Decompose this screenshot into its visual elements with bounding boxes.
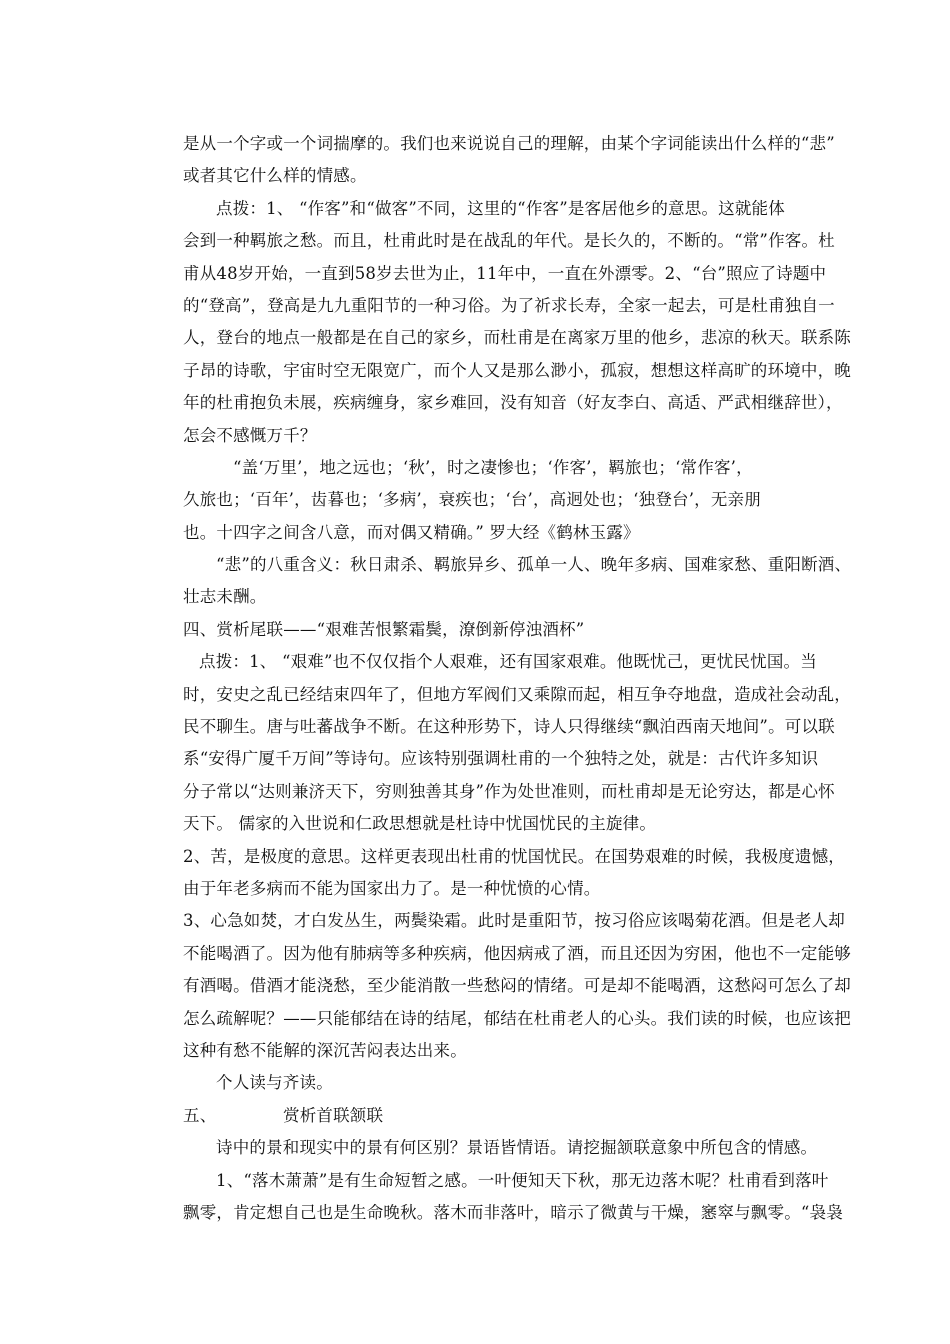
text-line: 子昂的诗歌，宇宙时空无限宽广，而个人又是那么渺小，孤寂，想想这样高旷的环境中，晚 <box>183 360 851 380</box>
text-line: 3、心急如焚，才白发丛生，两鬓染霜。此时是重阳节，按习俗应该喝菊花酒。但是老人却 <box>183 911 845 931</box>
text-line: 或者其它什么样的情感。 <box>183 166 367 186</box>
text-line: 怎会不感慨万千？ <box>183 425 317 445</box>
text-line: 怎么疏解呢？——只能郁结在诗的结尾，郁结在杜甫老人的心头。我们读的时候，也应该把 <box>183 1008 851 1028</box>
text-line: 甫从48岁开始，一直到58岁去世为止，11年中，一直在外漂零。2、“台”照应了诗题中 <box>183 263 827 283</box>
text-line: 个人读与齐读。 <box>216 1073 333 1093</box>
text-line: 不能喝酒了。因为他有肺病等多种疾病，他因病戒了酒，而且还因为穷困，他也不一定能够 <box>183 943 851 963</box>
text-line: 是从一个字或一个词揣摩的。我们也来说说自己的理解，由某个字词能读出什么样的“悲” <box>183 134 835 153</box>
text-line: 点拨：1、 “作客”和“做客”不同，这里的“作客”是客居他乡的意思。这就能体 <box>216 198 785 218</box>
section-heading <box>183 1100 863 1132</box>
document-body <box>183 128 863 1229</box>
text-line: 系“安得广厦千万间”等诗句。应该特别强调杜甫的一个独特之处，就是：古代许多知识 <box>183 749 819 769</box>
text-line: 由于年老多病而不能为国家出力了。是一种忧愤的心情。 <box>183 878 601 898</box>
text-line: 壮志未酬。 <box>183 587 267 607</box>
text-line: 2、苦，是极度的意思。这样更表现出杜甫的忧国忧民。在国势艰难的时候，我极度遗憾， <box>183 846 845 866</box>
text-line: 飘零，肯定想自己也是生命晚秋。落木而非落叶，暗示了微黄与干燥，窸窣与飘零。“袅袅 <box>183 1202 843 1222</box>
text-line: “悲”的八重含义：秋日肃杀、羁旅异乡、孤单一人、晚年多病、国难家愁、重阳断酒、 <box>216 555 852 575</box>
quote-line: “盖‘万里’，地之远也；‘秋’，时之凄惨也；‘作客’，羁旅也；‘常作客’， <box>233 457 753 477</box>
text-line: 民不聊生。唐与吐蕃战争不断。在这种形势下，诗人只得继续“飘泊西南天地间”。可以联 <box>183 717 835 737</box>
section-heading: 四、赏析尾联——“艰难苦恨繁霜鬓，潦倒新停浊酒杯” <box>183 619 585 639</box>
text-line: 诗中的景和现实中的景有何区别？景语皆情语。请挖掘颔联意象中所包含的情感。 <box>216 1138 818 1158</box>
text-line: 时，安史之乱已经结束四年了，但地方军阀们又乘隙而起，相互争夺地盘，造成社会动乱， <box>183 684 851 704</box>
section-number: 五、 <box>183 1105 217 1125</box>
text-line: 天下。 儒家的入世说和仁政思想就是杜诗中忧国忧民的主旋律。 <box>183 814 657 834</box>
text-line: 1、“落木萧萧”是有生命短暂之感。一叶便知天下秋，那无边落木呢？杜甫看到落叶 <box>216 1170 829 1190</box>
text-line: 人，登台的地点一般都是在自己的家乡，而杜甫是在离家万里的他乡，悲凉的秋天。联系陈 <box>183 328 851 348</box>
text-line: 年的杜甫抱负未展，疾病缠身，家乡难回，没有知音（好友李白、高适、严武相继辞世）， <box>183 393 843 413</box>
quote-line: 久旅也；‘百年’，齿暮也；‘多病’，衰疾也；‘台’，高迥处也；‘独登台’，无亲朋 <box>183 490 761 510</box>
text-line: 点拨：1、 “艰难”也不仅仅指个人艰难，还有国家艰难。他既忧己，更忧民忧国。当 <box>199 652 817 672</box>
text-line: 这种有愁不能解的深沉苦闷表达出来。 <box>183 1040 467 1060</box>
section-title: 赏析首联颔联 <box>283 1105 384 1125</box>
text-line: 的“登高”，登高是九九重阳节的一种习俗。为了祈求长寿，全家一起去，可是杜甫独自一 <box>183 295 835 315</box>
text-line: 有酒喝。借酒才能浇愁，至少能消散一些愁闷的情绪。可是却不能喝酒，这愁闷可怎么了却 <box>183 976 851 996</box>
text-line: 会到一种羁旅之愁。而且，杜甫此时是在战乱的年代。是长久的，不断的。“常”作客。杜 <box>183 231 835 251</box>
text-line: 分子常以“达则兼济天下，穷则独善其身”作为处世准则，而杜甫却是无论穷达，都是心怀 <box>183 781 835 801</box>
quote-line: 也。十四字之间含八意，而对偶又精确。” 罗大经《鹤林玉露》 <box>183 522 640 542</box>
